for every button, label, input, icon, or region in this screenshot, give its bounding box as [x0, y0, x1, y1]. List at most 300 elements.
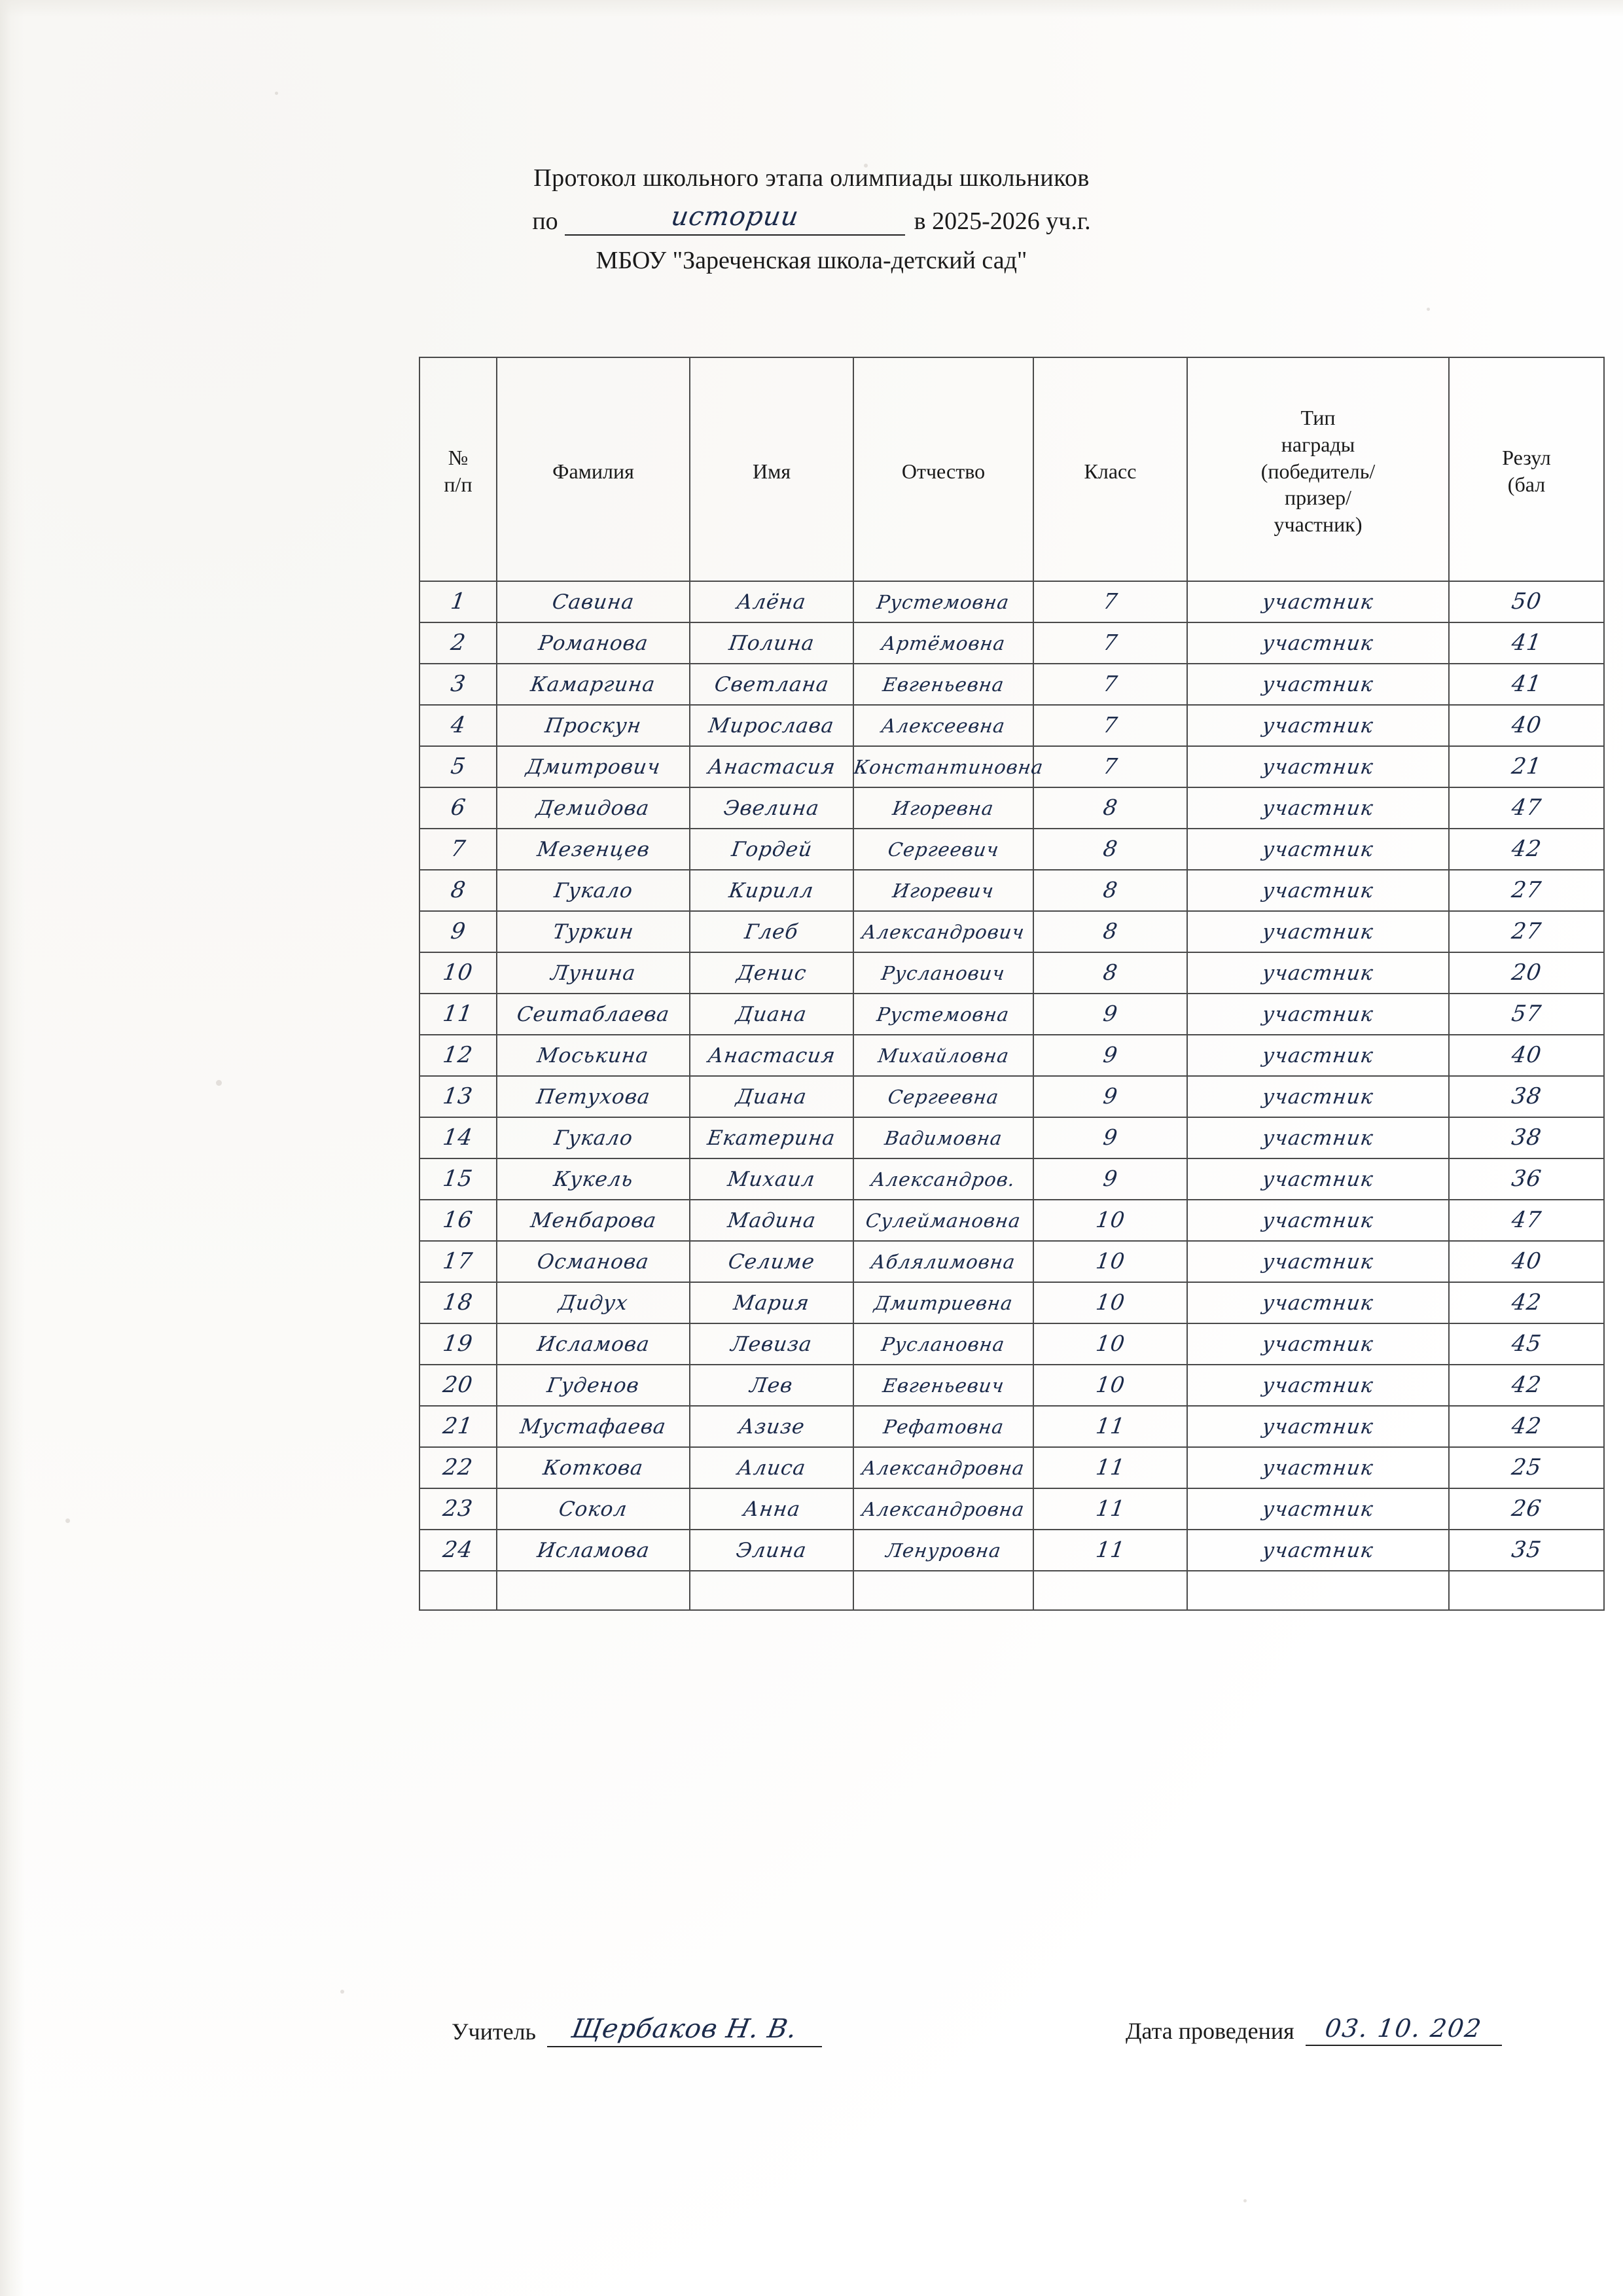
column-header-lastname-label: Фамилия [552, 459, 634, 483]
scan-speck [1243, 2199, 1247, 2202]
row-lastname-value: Гуденов [545, 1373, 641, 1397]
subject-field[interactable] [565, 204, 905, 236]
row-grade [1033, 1076, 1187, 1117]
row-score [1449, 1365, 1604, 1406]
row-lastname [497, 581, 690, 622]
row-award-value: участник [1260, 590, 1376, 614]
row-grade [1033, 1488, 1187, 1530]
row-award-value: участник [1260, 837, 1376, 861]
row-number-value: 2 [448, 629, 468, 656]
column-header-lastname [497, 357, 690, 581]
row-lastname [497, 1406, 690, 1447]
row-lastname [497, 994, 690, 1035]
row-middlename-value: Сергеевна [886, 1085, 1001, 1108]
row-firstname-value: Екатерина [705, 1126, 838, 1150]
row-score [1449, 911, 1604, 952]
row-firstname-value: Диана [734, 1002, 809, 1026]
row-grade [1033, 705, 1187, 746]
row-middlename [853, 1035, 1033, 1076]
teacher-signature-field[interactable] [547, 2016, 822, 2047]
scan-edge-left [0, 0, 25, 2296]
row-lastname [497, 1241, 690, 1282]
row-grade [1033, 1035, 1187, 1076]
row-firstname [690, 1365, 853, 1406]
row-middlename [853, 622, 1033, 664]
row-middlename [853, 1447, 1033, 1488]
row-firstname [690, 1530, 853, 1571]
row-middlename [853, 829, 1033, 870]
row-score [1449, 1035, 1604, 1076]
row-lastname-value: Демидова [535, 796, 652, 820]
row-firstname-value: Светлана [713, 672, 830, 696]
row-award [1187, 829, 1449, 870]
row-middlename [852, 746, 1045, 787]
table-row [419, 622, 1604, 664]
table-row [419, 1530, 1604, 1571]
page-title: Протокол школьного этапа олимпиады школьников [533, 164, 1090, 192]
row-lastname-value: Сокол [557, 1497, 630, 1521]
row-number-value: 1 [448, 588, 468, 615]
row-number-value: 10 [441, 959, 475, 986]
row-score-value: 26 [1510, 1495, 1543, 1522]
row-number [419, 994, 497, 1035]
scan-speck [340, 1990, 344, 1994]
row-award-value: участник [1260, 1456, 1376, 1480]
row-lastname [497, 664, 690, 705]
teacher-label: Учитель [452, 2018, 536, 2045]
row-score [1449, 1076, 1604, 1117]
row-grade-value: 10 [1094, 1371, 1127, 1397]
row-award [1187, 581, 1449, 622]
date-value: 03. 10. 202 [1323, 2014, 1484, 2043]
row-lastname-value: Исламова [535, 1538, 651, 1562]
row-middlename-value: Евгеньевна [881, 673, 1006, 696]
row-number-value: 13 [441, 1083, 475, 1109]
row-score [1449, 1282, 1604, 1323]
empty-cell [853, 1571, 1033, 1610]
document-header [0, 164, 1623, 275]
row-score-value: 21 [1510, 753, 1543, 780]
protocol-table-wrapper [419, 357, 1603, 1611]
row-grade-value: 10 [1094, 1289, 1127, 1315]
row-firstname-value: Элина [734, 1538, 809, 1562]
row-firstname-value: Анастасия [706, 1043, 837, 1067]
row-number-value: 4 [448, 711, 468, 738]
subject-value: истории [668, 202, 801, 232]
row-middlename [853, 994, 1033, 1035]
row-lastname-value: Лунина [549, 961, 637, 985]
row-award-value: участник [1260, 713, 1376, 738]
row-grade-value: 7 [1101, 711, 1120, 738]
row-award [1187, 1323, 1449, 1365]
row-middlename [853, 952, 1033, 994]
row-lastname-value: Коткова [541, 1456, 645, 1480]
row-grade [1033, 829, 1187, 870]
row-score [1449, 994, 1604, 1035]
row-grade [1033, 1200, 1187, 1241]
column-header-grade [1033, 357, 1187, 581]
row-award [1187, 622, 1449, 664]
table-row [419, 870, 1604, 911]
row-score [1449, 1200, 1604, 1241]
scan-speck [216, 1080, 222, 1086]
row-award [1187, 952, 1449, 994]
row-award [1187, 1117, 1449, 1158]
table-row [419, 911, 1604, 952]
row-middlename-value: Вадимовна [883, 1126, 1004, 1149]
row-lastname-value: Менбарова [529, 1208, 658, 1232]
column-header-award-line2: награды [1281, 432, 1355, 456]
row-award-value: участник [1260, 1167, 1376, 1191]
row-award-value: участник [1260, 1497, 1376, 1521]
school-name: МБОУ "Зареченская школа-детский сад" [596, 247, 1027, 274]
row-grade-value: 10 [1094, 1247, 1127, 1274]
row-lastname [497, 1200, 690, 1241]
row-score-value: 40 [1510, 1247, 1543, 1274]
row-middlename [853, 1241, 1033, 1282]
column-header-firstname [690, 357, 853, 581]
row-score-value: 42 [1510, 1412, 1543, 1439]
row-score-value: 57 [1510, 1000, 1543, 1027]
row-number-value: 8 [448, 876, 468, 903]
row-number-value: 17 [441, 1247, 475, 1274]
empty-cell [690, 1571, 853, 1610]
date-field[interactable] [1306, 2016, 1502, 2046]
row-number [419, 746, 497, 787]
row-lastname-value: Моськина [536, 1043, 651, 1067]
row-middlename [853, 581, 1033, 622]
row-award-value: участник [1260, 755, 1376, 779]
column-header-firstname-label: Имя [752, 459, 791, 483]
teacher-signature-value: Щербаков Н. В. [569, 2014, 800, 2044]
row-score-value: 40 [1510, 711, 1543, 738]
row-score [1449, 1117, 1604, 1158]
document-footer [0, 2016, 1623, 2075]
row-grade-value: 11 [1094, 1536, 1127, 1562]
row-grade-value: 9 [1101, 1000, 1120, 1026]
row-award [1187, 1488, 1449, 1530]
row-lastname [497, 787, 690, 829]
row-middlename [853, 705, 1033, 746]
row-number [419, 911, 497, 952]
row-award-value: участник [1260, 920, 1376, 944]
row-middlename-value: Рустемовна [876, 590, 1011, 613]
row-grade [1033, 664, 1187, 705]
row-award [1187, 664, 1449, 705]
table-row-empty [419, 1571, 1604, 1610]
row-award [1187, 1200, 1449, 1241]
row-lastname [497, 1530, 690, 1571]
row-score [1449, 622, 1604, 664]
table-row [419, 1488, 1604, 1530]
row-number [419, 1076, 497, 1117]
row-score [1449, 1323, 1604, 1365]
row-grade-value: 8 [1101, 918, 1120, 944]
row-lastname-value: Проскун [543, 713, 643, 738]
row-firstname [690, 705, 853, 746]
row-number [419, 1447, 497, 1488]
row-award-value: участник [1260, 1043, 1376, 1067]
row-middlename [853, 1076, 1033, 1117]
row-lastname [497, 1117, 690, 1158]
row-number [419, 1406, 497, 1447]
row-award [1187, 746, 1449, 787]
row-award-value: участник [1260, 961, 1376, 985]
row-firstname-value: Левиза [729, 1332, 814, 1356]
table-row [419, 1447, 1604, 1488]
row-number [419, 1158, 497, 1200]
table-header-row [419, 357, 1604, 581]
scan-edge-top [0, 0, 1623, 17]
row-score-value: 42 [1510, 1371, 1543, 1398]
row-number [419, 829, 497, 870]
row-number [419, 622, 497, 664]
row-grade [1033, 1323, 1187, 1365]
row-award [1187, 1282, 1449, 1323]
row-score-value: 42 [1510, 835, 1543, 862]
row-lastname [497, 1158, 690, 1200]
row-number [419, 1530, 497, 1571]
row-middlename [853, 664, 1033, 705]
row-firstname [690, 1447, 853, 1488]
row-firstname-value: Анна [741, 1497, 802, 1521]
row-number [419, 1323, 497, 1365]
row-middlename-value: Александров. [870, 1168, 1017, 1191]
row-lastname [497, 746, 690, 787]
row-firstname [690, 994, 853, 1035]
row-middlename-value: Константиновна [852, 755, 1045, 778]
row-number-value: 9 [448, 918, 468, 944]
row-firstname-value: Михаил [726, 1167, 817, 1191]
row-lastname-value: Мезенцев [535, 837, 651, 861]
subject-row [0, 204, 1623, 236]
row-score-value: 41 [1510, 629, 1543, 656]
row-award [1187, 705, 1449, 746]
row-middlename-value: Руслановна [880, 1333, 1007, 1355]
table-row [419, 1158, 1604, 1200]
row-firstname [690, 746, 853, 787]
row-lastname [497, 1447, 690, 1488]
row-firstname-value: Азизе [737, 1414, 806, 1439]
row-grade-value: 9 [1101, 1083, 1120, 1109]
row-middlename-value: Александровна [861, 1498, 1027, 1520]
row-middlename-value: Сергеевич [886, 838, 1001, 861]
row-grade [1033, 622, 1187, 664]
scan-speck [65, 1518, 70, 1523]
row-middlename-value: Рефатовна [882, 1415, 1005, 1438]
row-award-value: участник [1260, 1291, 1376, 1315]
row-firstname [690, 1406, 853, 1447]
row-firstname [690, 952, 853, 994]
table-row [419, 994, 1604, 1035]
row-grade-value: 8 [1101, 835, 1120, 861]
row-number [419, 1365, 497, 1406]
row-score [1449, 1530, 1604, 1571]
row-award-value: участник [1260, 1126, 1376, 1150]
row-score [1449, 1488, 1604, 1530]
row-score [1449, 1447, 1604, 1488]
row-grade [1033, 911, 1187, 952]
row-middlename [853, 1365, 1033, 1406]
row-number-value: 16 [441, 1206, 475, 1233]
row-award-value: участник [1260, 1332, 1376, 1356]
row-award-value: участник [1260, 1085, 1376, 1109]
row-middlename [853, 1200, 1033, 1241]
table-row [419, 1200, 1604, 1241]
row-middlename [853, 1406, 1033, 1447]
row-firstname [690, 1282, 853, 1323]
row-grade-value: 8 [1101, 959, 1120, 985]
row-number [419, 787, 497, 829]
row-number [419, 664, 497, 705]
row-grade-value: 9 [1101, 1041, 1120, 1067]
row-middlename [853, 1158, 1033, 1200]
table-row [419, 1035, 1604, 1076]
row-number [419, 1282, 497, 1323]
table-row [419, 829, 1604, 870]
row-lastname [497, 952, 690, 994]
row-number-value: 14 [441, 1124, 475, 1151]
row-number-value: 19 [441, 1330, 475, 1357]
row-firstname [690, 870, 853, 911]
row-score [1449, 581, 1604, 622]
row-award-value: участник [1260, 672, 1376, 696]
row-grade-value: 7 [1101, 629, 1120, 655]
row-middlename-value: Артёмовна [880, 632, 1007, 655]
row-firstname [690, 911, 853, 952]
row-number [419, 1241, 497, 1282]
row-firstname-value: Глеб [743, 920, 800, 944]
row-grade [1033, 787, 1187, 829]
teacher-block [452, 2016, 822, 2047]
table-row [419, 705, 1604, 746]
row-grade [1033, 994, 1187, 1035]
row-lastname [497, 1365, 690, 1406]
row-score-value: 38 [1510, 1124, 1543, 1151]
row-award-value: участник [1260, 1538, 1376, 1562]
row-grade [1033, 746, 1187, 787]
row-score [1449, 787, 1604, 829]
row-middlename [853, 787, 1033, 829]
row-firstname-value: Эвелина [722, 796, 821, 820]
row-firstname-value: Мария [732, 1291, 812, 1315]
row-firstname [690, 1241, 853, 1282]
row-score-value: 27 [1510, 876, 1543, 903]
scan-speck [1427, 308, 1430, 311]
table-row [419, 1076, 1604, 1117]
row-firstname [690, 1076, 853, 1117]
row-grade [1033, 952, 1187, 994]
row-score-value: 20 [1510, 959, 1543, 986]
subject-label: по [532, 207, 558, 235]
row-lastname [497, 705, 690, 746]
column-header-middlename [853, 357, 1033, 581]
column-header-number-line1: № [448, 446, 469, 470]
row-lastname-value: Исламова [535, 1332, 651, 1356]
column-header-result [1449, 357, 1604, 581]
empty-cell [1033, 1571, 1187, 1610]
row-score-value: 45 [1510, 1330, 1543, 1357]
row-lastname [497, 1488, 690, 1530]
row-score [1449, 870, 1604, 911]
row-lastname-value: Мустафаева [518, 1414, 668, 1439]
row-number-value: 6 [448, 794, 468, 821]
row-lastname [497, 829, 690, 870]
row-number-value: 20 [441, 1371, 475, 1398]
column-header-middlename-label: Отчество [901, 459, 986, 483]
row-number [419, 870, 497, 911]
table-row [419, 1282, 1604, 1323]
row-grade-value: 7 [1101, 670, 1120, 696]
table-row [419, 1365, 1604, 1406]
column-header-result-line1: Резул [1502, 446, 1551, 470]
row-middlename-value: Игоревич [891, 879, 996, 902]
row-lastname [497, 1323, 690, 1365]
row-award-value: участник [1260, 796, 1376, 820]
row-lastname [497, 1076, 690, 1117]
column-header-award-line4: призер/ [1285, 486, 1351, 510]
row-number-value: 11 [441, 1000, 475, 1027]
table-row [419, 1117, 1604, 1158]
row-firstname [690, 1323, 853, 1365]
row-lastname-value: Османова [535, 1249, 651, 1274]
row-number-value: 21 [441, 1412, 475, 1439]
row-number-value: 15 [441, 1165, 475, 1192]
row-firstname [690, 1488, 853, 1530]
row-lastname-value: Петухова [535, 1085, 652, 1109]
row-middlename-value: Михайловна [876, 1044, 1010, 1067]
protocol-table [419, 357, 1605, 1611]
row-firstname-value: Алиса [736, 1456, 808, 1480]
column-header-award-line1: Тип [1300, 405, 1336, 429]
row-award [1187, 1241, 1449, 1282]
column-header-award [1187, 357, 1449, 581]
row-award-value: участник [1260, 1208, 1376, 1232]
row-award-value: участник [1260, 1002, 1376, 1026]
row-number [419, 1200, 497, 1241]
row-award [1187, 787, 1449, 829]
row-middlename [853, 1117, 1033, 1158]
column-header-award-line3: (победитель/ [1260, 459, 1376, 483]
row-firstname-value: Анастасия [706, 755, 837, 779]
row-firstname [690, 1158, 853, 1200]
row-middlename-value: Алексеевна [880, 714, 1007, 737]
row-grade [1033, 1447, 1187, 1488]
row-number [419, 1488, 497, 1530]
row-firstname [690, 1035, 853, 1076]
row-award-value: участник [1260, 878, 1376, 903]
row-award-value: участник [1260, 631, 1376, 655]
row-score [1449, 829, 1604, 870]
row-number-value: 12 [441, 1041, 475, 1068]
row-firstname [690, 829, 853, 870]
row-firstname [690, 787, 853, 829]
row-grade [1033, 1530, 1187, 1571]
row-number-value: 18 [441, 1289, 475, 1316]
row-middlename-value: Евгеньевич [881, 1374, 1006, 1397]
row-middlename-value: Сулеймановна [864, 1209, 1023, 1232]
row-firstname-value: Полина [727, 631, 816, 655]
row-award [1187, 870, 1449, 911]
table-body [419, 581, 1604, 1610]
row-award [1187, 1158, 1449, 1200]
row-firstname [690, 1117, 853, 1158]
empty-cell [497, 1571, 690, 1610]
table-row [419, 581, 1604, 622]
row-lastname-value: Сеитаблаева [515, 1002, 671, 1026]
row-grade-value: 10 [1094, 1330, 1127, 1356]
row-grade-value: 7 [1101, 588, 1120, 614]
